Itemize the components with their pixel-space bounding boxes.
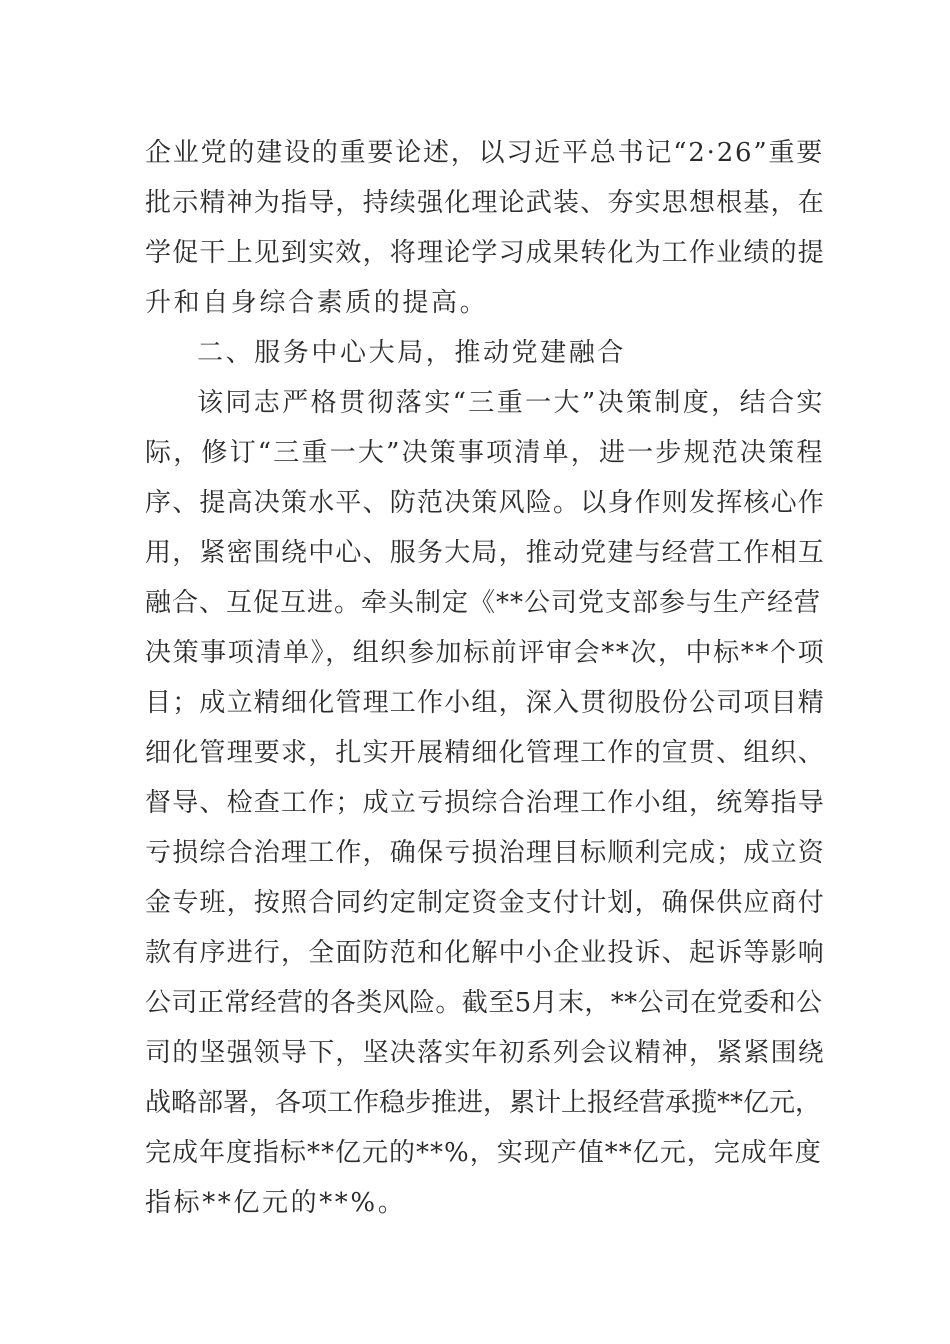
text-line: 融合、互促互进。牵头制定《**公司党支部参与生产经营 (145, 588, 822, 618)
text-line: 用，紧密围绕中心、服务大局，推动党建与经营工作相互 (145, 538, 826, 568)
text-line: 序、提高决策水平、防范决策风险。以身作则发挥核心作 (145, 488, 826, 518)
paragraph-first-line: 该同志严格贯彻落实“三重一大”决策制度，结合实 (197, 388, 825, 418)
text-line: 公司正常经营的各类风险。截至5月末，**公司在党委和公 (145, 988, 823, 1018)
text-line: 款有序进行，全面防范和化解中小企业投诉、起诉等影响 (145, 938, 826, 968)
text-line: 决策事项清单》，组织参加标前评审会**次，中标**个项 (145, 638, 826, 668)
text-line: 目；成立精细化管理工作小组，深入贯彻股份公司项目精 (145, 688, 826, 718)
text-line: 亏损综合治理工作，确保亏损治理目标顺利完成；成立资 (145, 838, 826, 868)
text-line: 金专班，按照合同约定制定资金支付计划，确保供应商付 (145, 888, 826, 918)
section-heading: 二、服务中心大局，推动党建融合 (197, 338, 627, 368)
text-line: 细化管理要求，扎实开展精细化管理工作的宣贯、组织、 (145, 738, 826, 768)
text-line: 际，修订“三重一大”决策事项清单，进一步规范决策程 (145, 438, 825, 468)
text-line: 战略部署，各项工作稳步推进，累计上报经营承揽**亿元， (145, 1088, 822, 1118)
text-line: 指标**亿元的**%。 (145, 1188, 407, 1218)
text-line: 督导、检查工作；成立亏损综合治理工作小组，统筹指导 (145, 788, 826, 818)
text-line: 升和自身综合素质的提高。 (145, 288, 489, 318)
text-line: 司的坚强领导下，坚决落实年初系列会议精神，紧紧围绕 (145, 1038, 826, 1068)
text-line: 完成年度指标**亿元的**%，实现产值**亿元，完成年度 (145, 1138, 822, 1168)
text-line: 企业党的建设的重要论述，以习近平总书记“2·26”重要 (145, 138, 825, 168)
text-line: 批示精神为指导，持续强化理论武装、夯实思想根基，在 (145, 188, 826, 218)
text-line: 学促干上见到实效，将理论学习成果转化为工作业绩的提 (145, 238, 826, 268)
